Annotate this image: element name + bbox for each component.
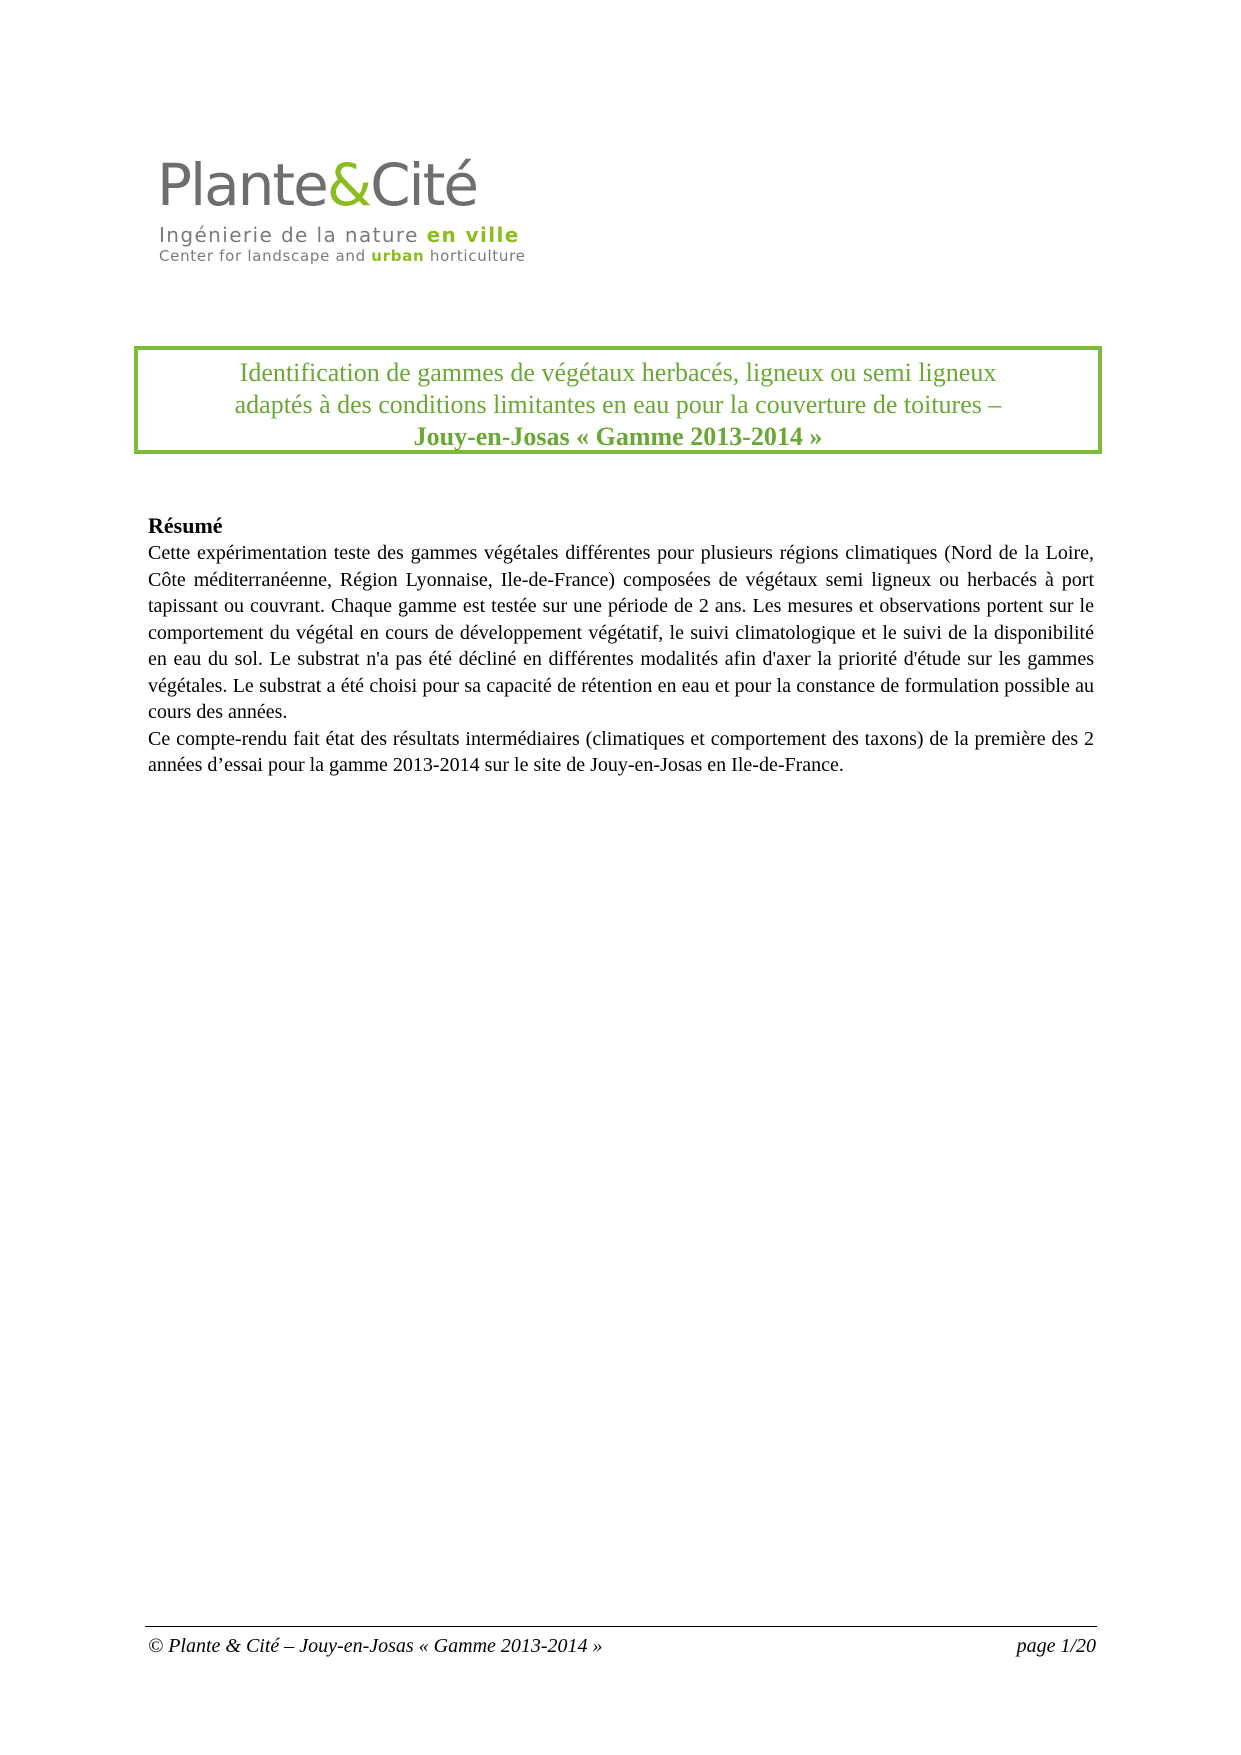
title-line-2: adaptés à des conditions limitantes en eau pour la couverture de toitures – <box>234 390 1002 419</box>
logo-tagline-en-accent: urban <box>371 247 425 265</box>
logo-wordmark <box>157 150 477 220</box>
logo-tagline-en-text2: horticulture <box>424 247 526 265</box>
logo-name-part3: Cité <box>370 151 478 219</box>
summary-heading: Résumé <box>148 513 223 538</box>
footer-divider <box>145 1626 1097 1627</box>
summary-paragraph-2: Ce compte-rendu fait état des résultats intermédiaires (climatiques et comportement des taxons) de la première des 2 années d’essai pour la gamme 2013-2014 sur le site de Jouy-en-Josas en Ile-de-France. <box>148 727 1094 776</box>
logo-name-part1: Plante <box>157 151 327 219</box>
summary-paragraph-1: Cette expérimentation teste des gammes végétales différentes pour plusieurs régions climatiques (Nord de la Loire, Côte méditerranéenne, Région Lyonnaise, Ile-de-France) composées de végétaux semi ligneux ou herbacés à port tapissant ou couvrant. Chaque gamme est testée sur une période de 2 ans. Les mesures et observations portent sur le comportement du végétal en cours de développement végétatif, le suivi climatologique et le suivi de la disponibilité en eau du sol. Le substrat n'a pas été décliné en différentes modalités afin d'axer la priorité d'étude sur les gammes végétales. Le substrat a été choisi pour sa capacité de rétention en eau et pour la constance de formulation possible au cours des années. <box>148 542 1094 723</box>
title-line-3: Jouy-en-Josas « Gamme 2013-2014 » <box>413 422 823 451</box>
summary-section <box>148 512 1094 779</box>
logo-tagline-fr <box>159 223 520 247</box>
document-title-box <box>134 346 1102 454</box>
logo-tagline-fr-accent: en ville <box>426 223 520 247</box>
footer-page-number: page 1/20 <box>1016 1635 1096 1657</box>
title-line-1: Identification de gammes de végétaux herbacés, ligneux ou semi ligneux <box>239 358 997 387</box>
logo-tagline-en-text1: Center for landscape and <box>159 247 372 265</box>
logo-ampersand: & <box>326 151 371 219</box>
plante-et-cite-logo <box>157 150 537 270</box>
footer-copyright: © Plante & Cité – Jouy-en-Josas « Gamme 2013-2014 » <box>148 1635 603 1657</box>
logo-tagline-en <box>159 247 526 265</box>
logo-tagline-fr-text: Ingénierie de la nature <box>159 223 427 247</box>
